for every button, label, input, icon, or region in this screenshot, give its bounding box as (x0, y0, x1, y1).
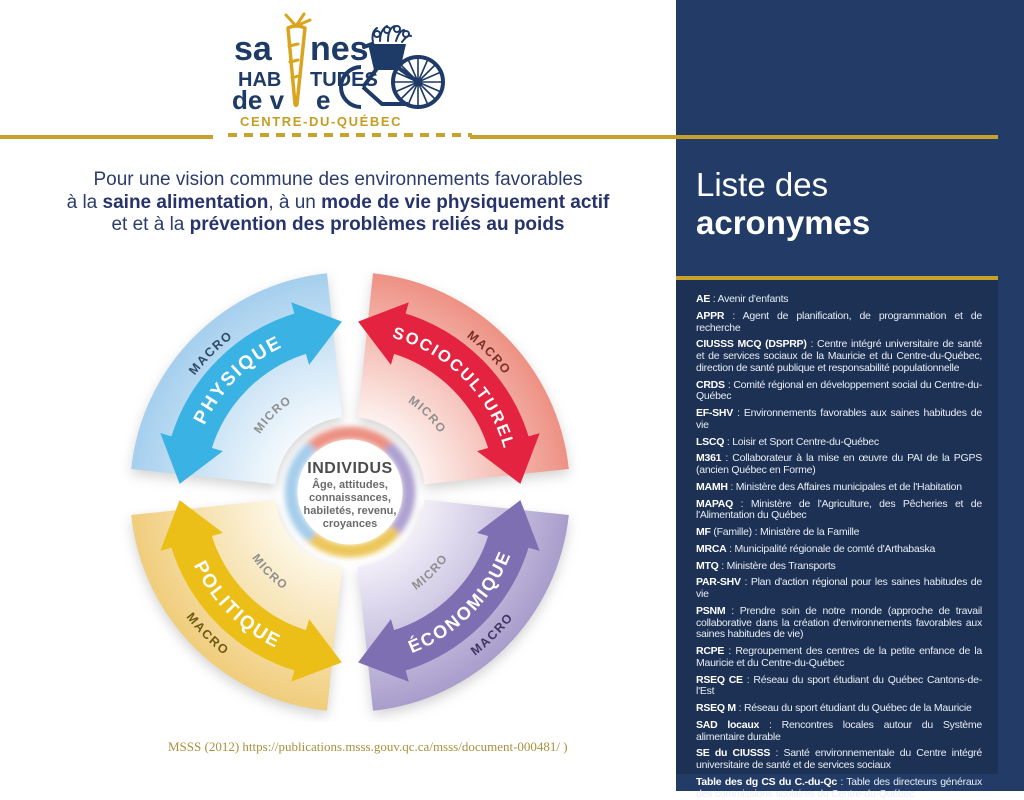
acronym-definition: Avenir d'enfants (717, 293, 789, 305)
acronym-definition: Rencontres locales autour du Système alimentaire durable (696, 718, 982, 743)
heading-line3: et et à la prévention des problèmes reliés au poids (111, 214, 565, 235)
economique-macro-label: MACRO (468, 610, 517, 659)
acronym-entry: LSCQ : Loisir et Sport Centre-du-Québec (696, 435, 879, 448)
politique-label: POLITIQUE (189, 557, 285, 653)
source-citation: MSSS (2012) https://publications.msss.gouv.qc.ca/msss/document-000481/ ) (168, 739, 568, 754)
acronym-abbr: CIUSSS MCQ (DSPRP) (696, 338, 807, 351)
sidebar-title-line2: acronymes (696, 204, 871, 241)
socioculturel-micro-label: MICRO (406, 392, 450, 436)
heading-line2: à la saine alimentation, à un mode de vie physiquement actif (66, 191, 610, 213)
acronym-definition: Table des directeurs généraux des commissions scolaires du Centre-du-Québec (696, 775, 982, 800)
politique-micro-label: MICRO (249, 551, 291, 593)
acronym-entry: RCPE : Regroupement des centres de la petite enfance de la Mauricie et du Centre-du-Québec (696, 645, 982, 669)
acronym-abbr: AE (696, 293, 711, 305)
sidebar-title-line1: Liste des (696, 166, 829, 203)
acronym-entry: CIUSSS MCQ (DSPRP) : Centre intégré universitaire de santé et de services sociaux de la Mauricie et du Centre-du-Québec, direction de santé publique et responsabilité populationnelle (696, 338, 982, 374)
acronym-definition: Ministère des Transports (726, 559, 836, 572)
acronym-abbr: MAMH (696, 480, 728, 493)
acronym-definition: Prendre soin de notre monde (approche de travail collaborative dans la création d'environnements favorables aux saines habitudes de vie) (696, 604, 982, 641)
gold-divider-left (0, 135, 213, 139)
sidebar-title (696, 166, 870, 242)
acronym-abbr: RSEQ M (696, 702, 736, 714)
acronym-definition: Regroupement des centres de la petite enfance de la Mauricie et du Centre-du-Québec (696, 645, 982, 669)
acronym-abbr: MAPAQ (696, 497, 734, 510)
physique-micro-label: MICRO (250, 392, 294, 436)
acronym-definition: Ministère de la Famille (759, 526, 860, 538)
acronym-abbr: PAR-SHV (696, 576, 741, 589)
logo-word-sa: sa (234, 30, 272, 68)
acronym-abbr: MF (696, 526, 711, 538)
poster-heading (10, 169, 666, 237)
acronym-definition: Ministère de l'Agriculture, des Pêcheries et de l'Alimentation du Québec (696, 497, 982, 522)
acronym-definition: Santé environnementale du Centre intégré universitaire de santé et de services sociaux (696, 747, 982, 771)
acronym-abbr: RSEQ CE (696, 673, 743, 686)
acronym-definition: Réseau du sport étudiant du Québec de la Mauricie (743, 702, 972, 714)
acronym-abbr: APPR (696, 309, 725, 322)
acronym-entry: MAPAQ : Ministère de l'Agriculture, des Pêcheries et de l'Alimentation du Québec (696, 497, 982, 522)
acronym-definition: Réseau du sport étudiant du Québec Cantons-de-l'Est (696, 673, 982, 698)
acronym-abbr: Table des dg CS du C.-du-Qc (696, 775, 837, 788)
politique-macro-label: MACRO (183, 610, 232, 659)
socioculturel-macro-label: MACRO (464, 328, 514, 378)
acronym-definition: Loisir et Sport Centre-du-Québec (732, 435, 879, 448)
acronym-definition: Comité régional en développement social du Centre-du-Québec (696, 378, 982, 403)
acronym-entry: PAR-SHV : Plan d'action régional pour les saines habitudes de vie (696, 576, 982, 600)
acronym-entry: APPR : Agent de planification, de programmation et de recherche (696, 309, 982, 334)
logo-word-hab: HAB (238, 69, 282, 91)
individus-title: INDIVIDUS (307, 460, 393, 477)
acronym-definition: Plan d'action régional pour les saines habitudes de vie (696, 576, 982, 600)
shv-logo (222, 14, 474, 154)
acronym-abbr: M361 (696, 452, 722, 465)
logo-art (222, 14, 474, 115)
logo-dashed-divider (228, 133, 472, 137)
socio-ecological-diagram (110, 252, 590, 722)
acronym-entry: M361 : Collaborateur à la mise en œuvre du PAI de la PGPS (ancien Québec en Forme) (696, 452, 982, 476)
acronym-abbr: LSCQ (696, 435, 725, 448)
svg-text:Âge, attitudes,: Âge, attitudes, (312, 479, 388, 491)
acronym-definition: Centre intégré universitaire de santé et de services sociaux de la Mauricie et du Centre-du-Québec, direction de santé publique et responsabilité populationnelle (696, 338, 982, 374)
acronym-abbr: PSNM (696, 604, 726, 617)
svg-text:connaissances,: connaissances, (309, 492, 391, 504)
sidebar-gold-divider-top (676, 135, 998, 139)
acronym-entry: MTQ : Ministère des Transports (696, 559, 836, 572)
carrot-icon (286, 14, 310, 106)
acronym-entry: PSNM : Prendre soin de notre monde (approche de travail collaborative dans la création d'environnements favorables aux saines habitudes de vie) (696, 604, 982, 641)
acronym-entry: SAD locaux : Rencontres locales autour du Système alimentaire durable (696, 718, 982, 743)
logo-word-de-v: de v (232, 85, 285, 115)
svg-text:croyances: croyances (322, 518, 378, 530)
logo-word-e: e (316, 85, 331, 115)
acronym-abbr: SE du CIUSSS (696, 747, 771, 760)
physique-macro-label: MACRO (186, 328, 236, 378)
logo-word-tudes: TUDES (310, 69, 378, 91)
acronym-abbr: RCPE (696, 645, 725, 657)
svg-text:habiletés, revenu,: habiletés, revenu, (303, 505, 397, 517)
acronym-entry: SE du CIUSSS : Santé environnementale du Centre intégré universitaire de santé et de services sociaux (696, 747, 982, 771)
acronym-abbr: MTQ (696, 559, 719, 572)
acronym-entry: EF-SHV : Environnements favorables aux saines habitudes de vie (696, 407, 982, 431)
acronym-definition: Environnements favorables aux saines habitudes de vie (696, 407, 982, 431)
physique-label: PHYSIQUE (190, 332, 286, 428)
acronym-definition: Ministère des Affaires municipales et de l'Habitation (735, 480, 962, 493)
acronym-definition: Collaborateur à la mise en œuvre du PAI de la PGPS (ancien Québec en Forme) (696, 452, 982, 476)
acronym-abbr: CRDS (696, 378, 725, 391)
acronym-entry: Table des dg CS du C.-du-Qc : Table des directeurs généraux des commissions scolaires du Centre-du-Québec (696, 775, 982, 800)
gold-divider-right (470, 135, 676, 139)
acronym-definition: Municipalité régionale de comté d'Arthabaska (734, 542, 936, 555)
logo-region-label: CENTRE-DU-QUÉBEC (240, 114, 403, 129)
acronym-entry: CRDS : Comité régional en développement social du Centre-du-Québec (696, 378, 982, 403)
acronym-abbr: SAD locaux (696, 718, 760, 731)
acronym-list (676, 280, 998, 800)
acronym-entry: MAMH : Ministère des Affaires municipales et de l'Habitation (696, 480, 962, 493)
acronyms-sidebar (676, 0, 1024, 800)
logo-word-nes: nes (310, 30, 369, 68)
economique-micro-label: MICRO (409, 551, 451, 593)
heading-line1: Pour une vision commune des environnements favorables (93, 169, 583, 190)
acronym-entry: MRCA : Municipalité régionale de comté d'Arthabaska (696, 542, 936, 555)
economique-label: ÉCONOMIQUE (405, 547, 516, 658)
acronym-entry: AE : Avenir d'enfants (696, 293, 789, 305)
acronym-definition: Agent de planification, de programmation et de recherche (696, 309, 982, 334)
acronym-entry: RSEQ M : Réseau du sport étudiant du Québec de la Mauricie (696, 702, 972, 714)
socioculturel-label: SOCIOCULTUREL (390, 324, 518, 452)
acronym-suffix: (Famille) (710, 526, 752, 538)
acronym-entry: RSEQ CE : Réseau du sport étudiant du Québec Cantons-de-l'Est (696, 673, 982, 698)
acronym-entry: MF (Famille) : Ministère de la Famille (696, 526, 860, 538)
acronym-abbr: EF-SHV (696, 407, 734, 419)
acronym-abbr: MRCA (696, 542, 727, 555)
